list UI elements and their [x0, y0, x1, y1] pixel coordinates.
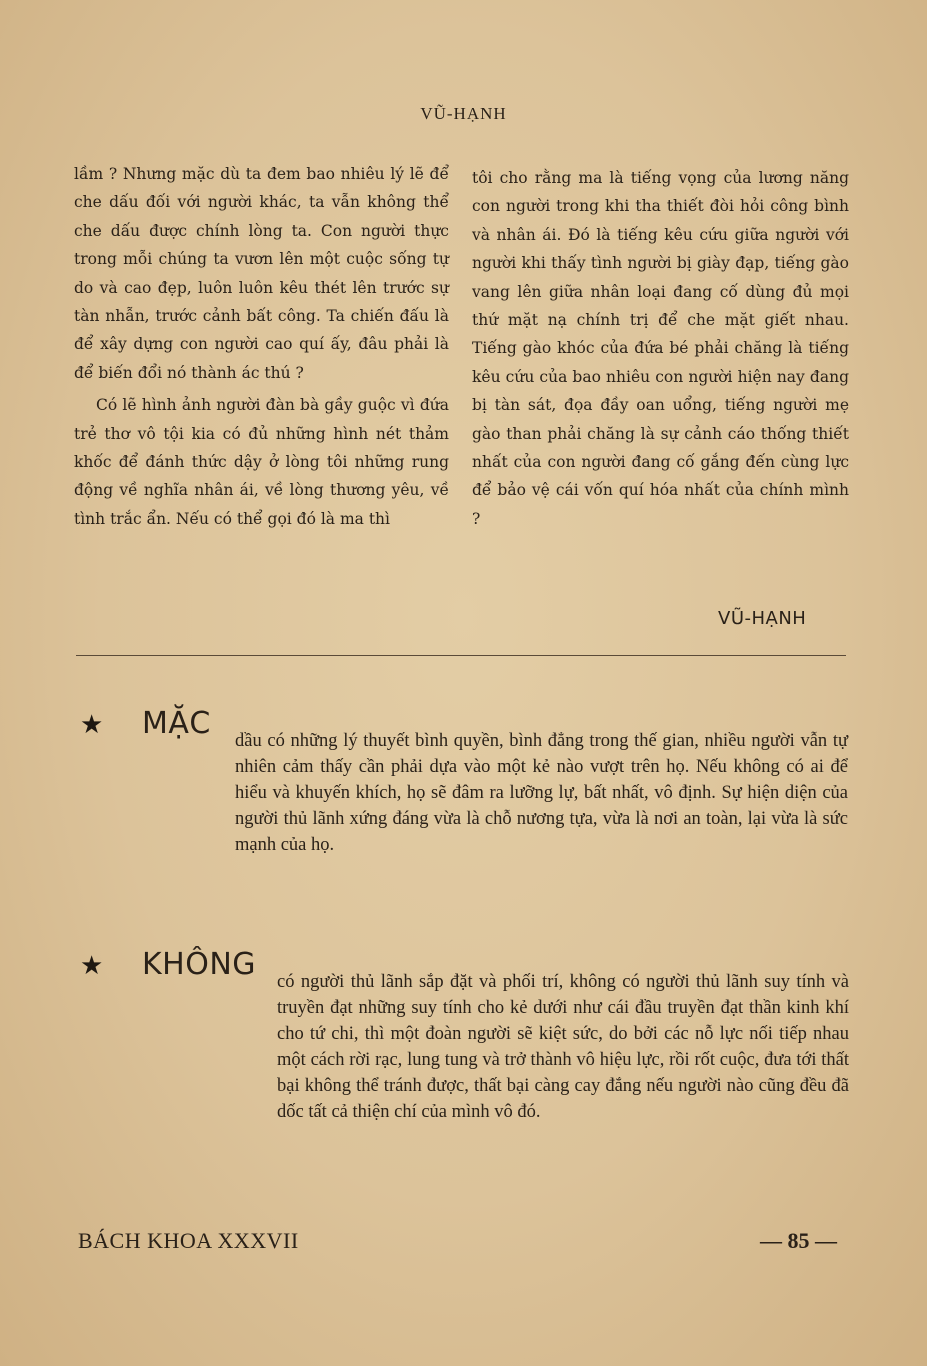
running-head: VŨ-HẠNH — [420, 104, 507, 123]
article-paragraph: tôi cho rằng ma là tiếng vọng của lương năng con người trong khi tha thiết đòi hỏi công bình và nhân ái. Đó là tiếng kêu cứu giữa người với người khi thấy tình người bị giày đạp, tiếng gào vang lên giữa nhân loại đang cố dùng đủ mọi thứ mặt nạ chính trị để che mặt giết nhau. Tiếng gào khóc của đứa bé phải chăng là tiếng kêu cứu của bao nhiêu con người hiện nay đang bị tàn sát, đọa đầy oan uổng, tiếng người mẹ gào than phải chăng là sự cảnh cáo thống thiết nhất của con người đang cố gắng đến cùng lực để bảo vệ cái vốn quí hóa nhất của chính mình ? — [472, 169, 849, 528]
article-paragraph: Có lẽ hình ảnh người đàn bà gầy guộc vì đứa trẻ thơ vô tội kia có đủ những hình nét thảm khốc để đánh thức dậy ở lòng tôi những rung động về nghĩa nhân ái, về lòng thương yêu, về tình trắc ẩn. Nếu có thể gọi đó là ma thì — [74, 396, 449, 528]
quote-lead-word: MẶC — [142, 706, 211, 741]
quote-text: có người thủ lãnh sắp đặt và phối trí, không có người thủ lãnh suy tính và truyền đạt những suy tính cho kẻ dưới như cái đầu truyền đạt thần kinh khí cho tứ chi, thì một đoàn người sẽ kiệt sức, do bởi các nỗ lực nối tiếp nhau một cách rời rạc, lung tung và trở thành vô hiệu lực, rồi rốt cuộc, đưa tới thất bại không thể tránh được, thất bại càng cay đắng nếu người nào cũng đều đã dốc tất cả thiện chí của mình vô đó. — [277, 972, 849, 1122]
article-paragraph: lầm ? Nhưng mặc dù ta đem bao nhiêu lý lẽ để che dấu đối với người khác, ta vẫn không thể che dấu được chính lòng ta. Con người thực trong mỗi chúng ta vươn lên một cuộc sống tự do và cao đẹp, luôn luôn kêu thét lên trước sự tàn nhẫn, trước cảnh bất công. Ta chiến đấu là để xây dựng con người cao quí ấy, đâu phải là để biến đổi nó thành ác thú ? — [74, 165, 449, 382]
page-number: — 85 — — [760, 1228, 837, 1253]
article-column-right — [472, 164, 849, 533]
star-icon: ★ — [80, 710, 104, 740]
publication-name: BÁCH KHOA XXXVII — [78, 1228, 299, 1253]
star-icon: ★ — [80, 951, 104, 981]
author-signature: VŨ-HẠNH — [718, 608, 807, 629]
quote-text: dầu có những lý thuyết bình quyền, bình đẳng trong thế gian, nhiều người vẫn tự nhiên cảm thấy cần phải dựa vào một kẻ nào vượt trên họ. Nếu không có ai để hiểu và khuyến khích, họ sẽ đâm ra lưỡng lự, bất nhất, vô định. Sự hiện diện của người thủ lãnh xứng đáng vừa là chỗ nương tựa, vừa là nơi an toàn, lại vừa là sức mạnh của họ. — [235, 731, 848, 855]
article-column-left — [74, 160, 449, 533]
quote-lead-word: KHÔNG — [142, 947, 257, 982]
section-divider — [76, 655, 846, 656]
